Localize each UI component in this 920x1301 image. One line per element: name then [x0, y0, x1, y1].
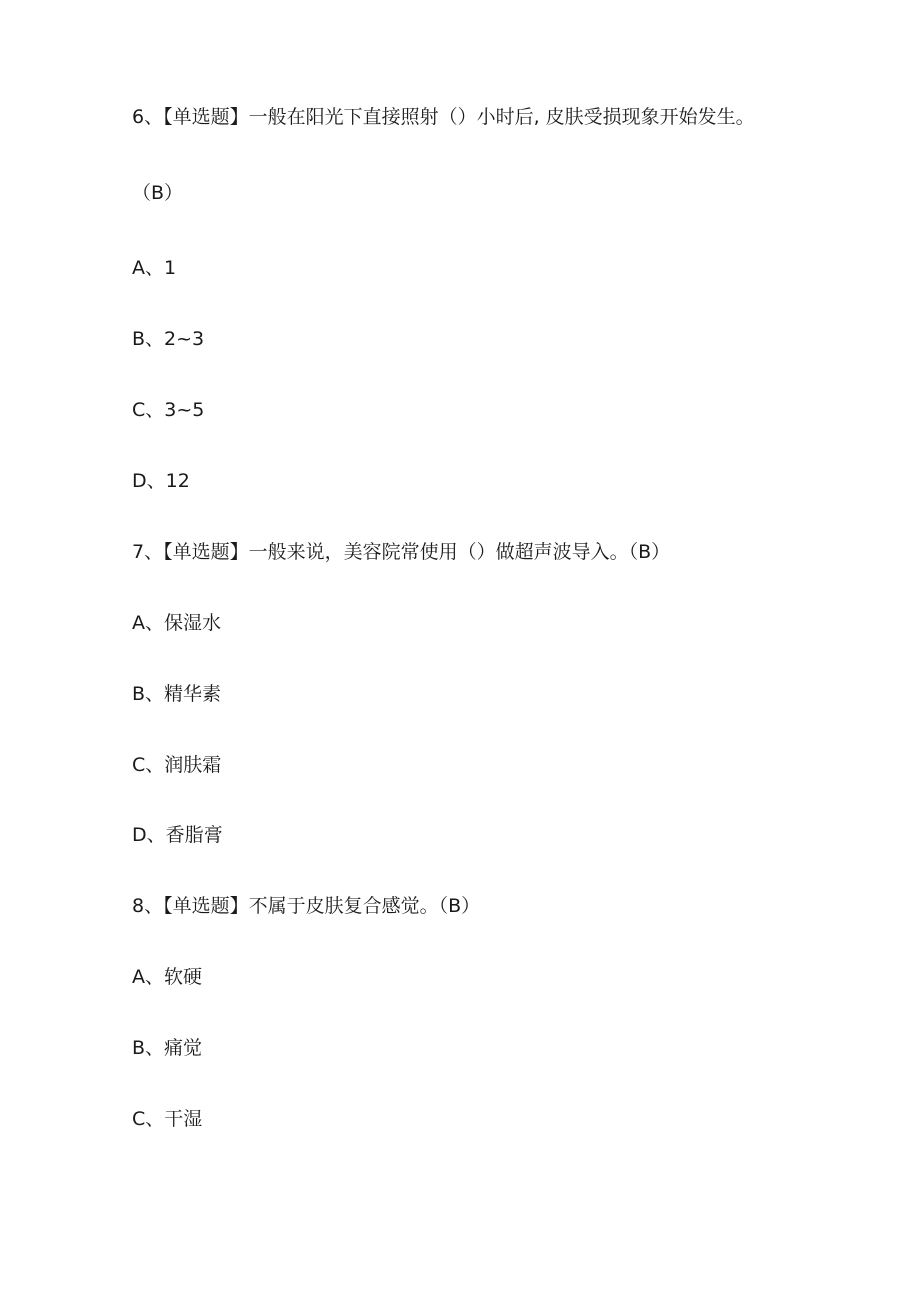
question-8-option-a: A、软硬 — [132, 966, 202, 988]
question-8-option-b: B、痛觉 — [132, 1037, 203, 1059]
question-6-option-b: B、2~3 — [132, 328, 205, 350]
question-6-answer: （B） — [132, 182, 184, 204]
question-8-stem: 8、【单选题】不属于皮肤复合感觉。（B） — [132, 895, 481, 917]
question-7-option-c: C、润肤霜 — [132, 754, 222, 776]
question-6-stem: 6、【单选题】一般在阳光下直接照射（）小时后, 皮肤受损现象开始发生。 — [132, 106, 755, 128]
question-6-option-d: D、12 — [132, 470, 190, 492]
question-6-option-c: C、3~5 — [132, 399, 205, 421]
question-8-option-c: C、干湿 — [132, 1108, 203, 1130]
question-6-option-a: A、1 — [132, 257, 177, 279]
question-7-option-a: A、保湿水 — [132, 612, 221, 634]
question-7-stem: 7、【单选题】一般来说，美容院常使用（）做超声波导入。（B） — [132, 541, 671, 563]
question-7-option-d: D、香脂膏 — [132, 824, 223, 846]
question-7-option-b: B、精华素 — [132, 683, 222, 705]
